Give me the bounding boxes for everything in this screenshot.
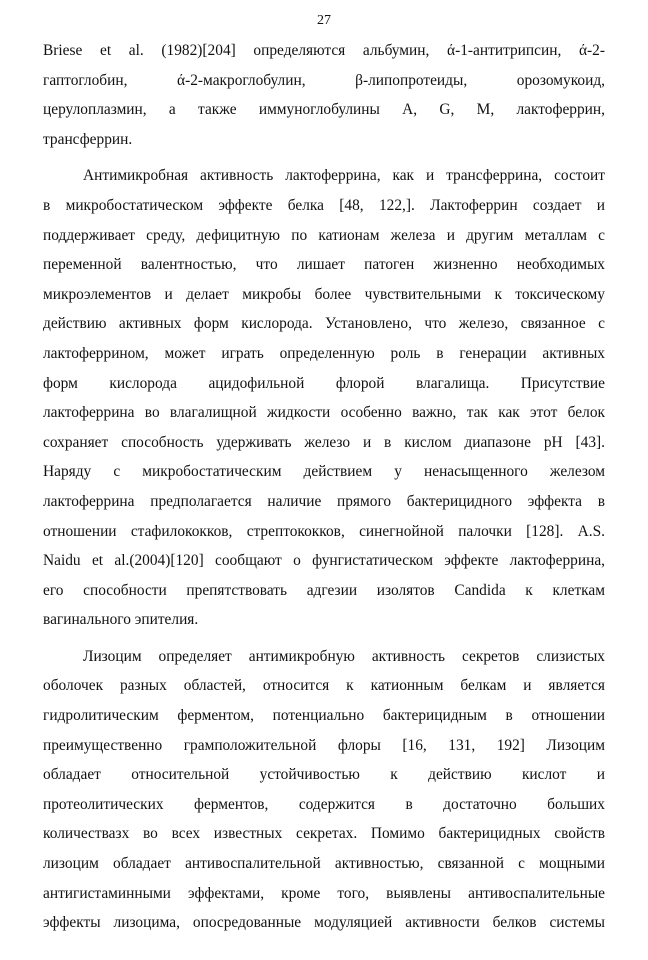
text-line: Антимикробная активность лактоферрина, как и трансферрина, состоит [83, 167, 605, 185]
text-line: Лизоцим определяет антимикробную активность секретов слизистых [83, 647, 605, 665]
text-line: протеолитических ферментов, содержится в достаточно больших [43, 795, 605, 813]
text-line: форм кислорода ацидофильной флорой влагалища. Присутствие [43, 374, 605, 392]
text-line: его способности препятствовать адгезии изолятов Candida к клеткам [43, 581, 605, 599]
text-line: поддерживает среду, дефицитную по катионам железа и другим металлам с [43, 226, 605, 244]
paragraph-gap [43, 635, 605, 642]
text-line: оболочек разных областей, относится к катионным белкам и является [43, 677, 605, 695]
text-line: переменной валентностью, что лишает патоген жизненно необходимых [43, 256, 605, 274]
text-line: Naidu et al.(2004)[120] сообщают о фунгистатическом эффекте лактоферрина, [43, 552, 605, 570]
text-line: лактоферрином, может играть определенную роль в генерации активных [43, 344, 605, 362]
paragraph-gap [43, 154, 605, 161]
text-line: трансферрин. [43, 130, 133, 148]
text-line: Briese et al. (1982)[204] определяются альбумин, ά-1-антитрипсин, ά-2- [43, 42, 605, 59]
text-line: гаптоглобин, ά-2-макроглобулин, β-липопротеиды, орозомукоид, [43, 71, 605, 89]
body-text [43, 36, 605, 938]
text-line: микроэлементов и делает микробы более чувствительными к токсическому [43, 285, 605, 303]
text-line: преимущественно грамположительной флоры [16, 131, 192] Лизоцим [43, 736, 605, 754]
text-line: сохраняет способность удерживать железо и в кислом диапазоне pH [43]. [43, 433, 605, 451]
text-line: действию активных форм кислорода. Установлено, что железо, связанное с [43, 315, 605, 333]
text-line: эффекты лизоцима, опосредованные модуляцией активности белков системы [43, 914, 605, 932]
text-line: лактоферрина предполагается наличие прямого бактерицидного эффекта в [43, 492, 605, 510]
page-number: 27 [317, 13, 331, 28]
paragraph [43, 36, 605, 154]
text-line: лактоферрина во влагалищной жидкости особенно важно, так как этот белок [43, 404, 605, 422]
text-line: гидролитическим ферментом, потенциально бактерицидным в отношении [43, 707, 605, 725]
paragraph [43, 642, 605, 938]
text-line: антигистаминными эффектами, кроме того, выявлены антивоспалительные [43, 884, 605, 902]
text-line: количествазх во всех известных секретах. Помимо бактерицидных свойств [43, 825, 605, 843]
text-line: церулоплазмин, а также иммуноглобулины A, G, M, лактоферрин, [43, 101, 605, 119]
text-line: отношении стафилококков, стрептококков, синегнойной палочки [128]. A.S. [43, 522, 605, 540]
text-line: обладает относительной устойчивостью к действию кислот и [43, 766, 605, 784]
text-line: вагинального эпителия. [43, 611, 199, 629]
paragraph [43, 161, 605, 635]
text-line: лизоцим обладает антивоспалительной активностью, связанной с мощными [43, 855, 605, 873]
text-line: в микробостатическом эффекте белка [48, 122,]. Лактоферрин создает и [43, 196, 605, 214]
text-line: Наряду с микробостатическим действием у ненасыщенного железом [43, 463, 605, 481]
